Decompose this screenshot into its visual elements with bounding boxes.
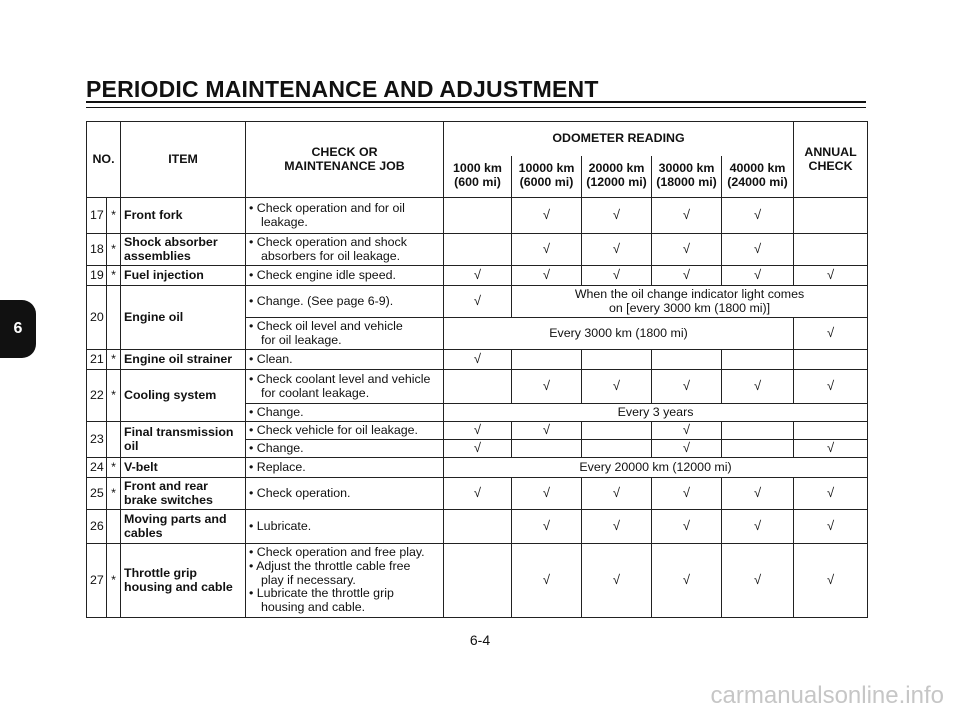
header-job: CHECK OR MAINTENANCE JOB [246,122,444,198]
job-text: • Check operation and for oil leakage. [246,198,444,234]
header-interval-20000: 20000 km (12000 mi) [582,156,652,198]
item-label: Front and rear brake switches [121,478,246,510]
table-row: 24 * V-belt • Replace. Every 20000 km (12000 mi) [87,458,868,478]
table-row: 17 * Front fork • Check operation and for oil leakage. √ √ √ √ [87,198,868,234]
check-mark: √ [722,370,794,404]
table-row: 20 Engine oil • Change. (See page 6-9). √ When the oil change indicator light comes on [every 3000 km (1800 mi)] [87,286,868,318]
check-mark: √ [652,478,722,510]
check-mark: √ [722,478,794,510]
interval-note: Every 3 years [444,404,868,422]
page-title: PERIODIC MAINTENANCE AND ADJUSTMENT [86,76,599,102]
check-mark: √ [512,544,582,618]
check-mark: √ [722,510,794,544]
header-interval-30000: 30000 km (18000 mi) [652,156,722,198]
check-mark: √ [582,478,652,510]
check-mark: √ [512,370,582,404]
check-mark: √ [722,266,794,286]
job-text: • Check oil level and vehicle for oil leakage. [246,318,444,350]
check-mark: √ [512,478,582,510]
header-item: ITEM [121,122,246,198]
table-row: 22 * Cooling system • Check coolant level and vehicle for coolant leakage. √ √ √ √ √ [87,370,868,404]
check-mark: √ [444,350,512,370]
title-underline [86,101,866,108]
check-mark: √ [444,266,512,286]
check-mark: √ [652,440,722,458]
check-mark: √ [582,370,652,404]
check-mark: √ [794,440,868,458]
check-mark: √ [652,510,722,544]
table-row: 21 * Engine oil strainer • Clean. √ [87,350,868,370]
item-label: V-belt [121,458,246,478]
page-number: 6-4 [469,632,491,648]
item-label: Fuel injection [121,266,246,286]
item-label: Final transmission oil [121,422,246,458]
check-mark: √ [512,510,582,544]
header-annual: ANNUAL CHECK [794,122,868,198]
check-mark: √ [582,544,652,618]
check-mark: √ [512,266,582,286]
job-text: • Check engine idle speed. [246,266,444,286]
check-mark: √ [652,544,722,618]
table-row: 18 * Shock absorber assemblies • Check operation and shock absorbers for oil leakage. √ √ √ √ [87,234,868,266]
job-text: • Lubricate. [246,510,444,544]
check-mark: √ [794,266,868,286]
interval-note: Every 3000 km (1800 mi) [444,318,794,350]
check-mark: √ [794,318,868,350]
chapter-tab [0,300,36,358]
header-odometer: ODOMETER READING [444,122,794,156]
check-mark: √ [444,440,512,458]
table-row: 25 * Front and rear brake switches • Check operation. √ √ √ √ √ √ [87,478,868,510]
table-row: 19 * Fuel injection • Check engine idle speed. √ √ √ √ √ √ [87,266,868,286]
job-text: • Change. (See page 6-9). [246,286,444,318]
item-label: Moving parts and cables [121,510,246,544]
check-mark: √ [512,234,582,266]
table-row: 26 Moving parts and cables • Lubricate. √ √ √ √ √ [87,510,868,544]
header-no: NO. [87,122,121,198]
check-mark: √ [582,510,652,544]
check-mark: √ [652,370,722,404]
check-mark: √ [794,370,868,404]
job-text: • Check coolant level and vehicle for coolant leakage. [246,370,444,404]
job-text: • Check operation. [246,478,444,510]
item-label: Shock absorber assemblies [121,234,246,266]
item-label: Front fork [121,198,246,234]
job-text: • Check operation and free play. • Adjust the throttle cable free play if necessary. • Lubricate the throttle grip housing and cable. [246,544,444,618]
table-row: 23 Final transmission oil • Check vehicle for oil leakage. √ √ √ [87,422,868,440]
check-mark: √ [652,234,722,266]
header-interval-10000: 10000 km (6000 mi) [512,156,582,198]
check-mark: √ [512,198,582,234]
watermark: carmanualsonline.info [710,682,944,709]
job-text: • Check operation and shock absorbers for oil leakage. [246,234,444,266]
check-mark: √ [794,544,868,618]
check-mark: √ [652,266,722,286]
job-text: • Replace. [246,458,444,478]
check-mark: √ [794,510,868,544]
check-mark: √ [444,422,512,440]
job-text: • Clean. [246,350,444,370]
check-mark: √ [652,422,722,440]
item-label: Cooling system [121,370,246,422]
header-interval-40000: 40000 km (24000 mi) [722,156,794,198]
check-mark: √ [794,478,868,510]
interval-note: Every 20000 km (12000 mi) [444,458,868,478]
item-label: Engine oil strainer [121,350,246,370]
check-mark: √ [722,198,794,234]
check-mark: √ [444,478,512,510]
check-mark: √ [582,266,652,286]
table-row: 27 * Throttle grip housing and cable • Check operation and free play. • Adjust the throttle cable free play if necessary. • Lubricate the throttle grip housing and cable. √ √ √ √ √ [87,544,868,618]
job-text: • Change. [246,440,444,458]
interval-note: When the oil change indicator light comes on [every 3000 km (1800 mi)] [512,286,868,318]
item-label: Throttle grip housing and cable [121,544,246,618]
header-interval-1000: 1000 km (600 mi) [444,156,512,198]
check-mark: √ [582,198,652,234]
header-row [87,122,868,156]
check-mark: √ [582,234,652,266]
check-mark: √ [722,234,794,266]
check-mark: √ [512,422,582,440]
job-text: • Check vehicle for oil leakage. [246,422,444,440]
check-mark: √ [722,544,794,618]
check-mark: √ [652,198,722,234]
item-label: Engine oil [121,286,246,350]
chapter-tab-number: 6 [13,320,23,337]
maintenance-table [86,121,868,618]
job-text: • Change. [246,404,444,422]
check-mark: √ [444,286,512,318]
